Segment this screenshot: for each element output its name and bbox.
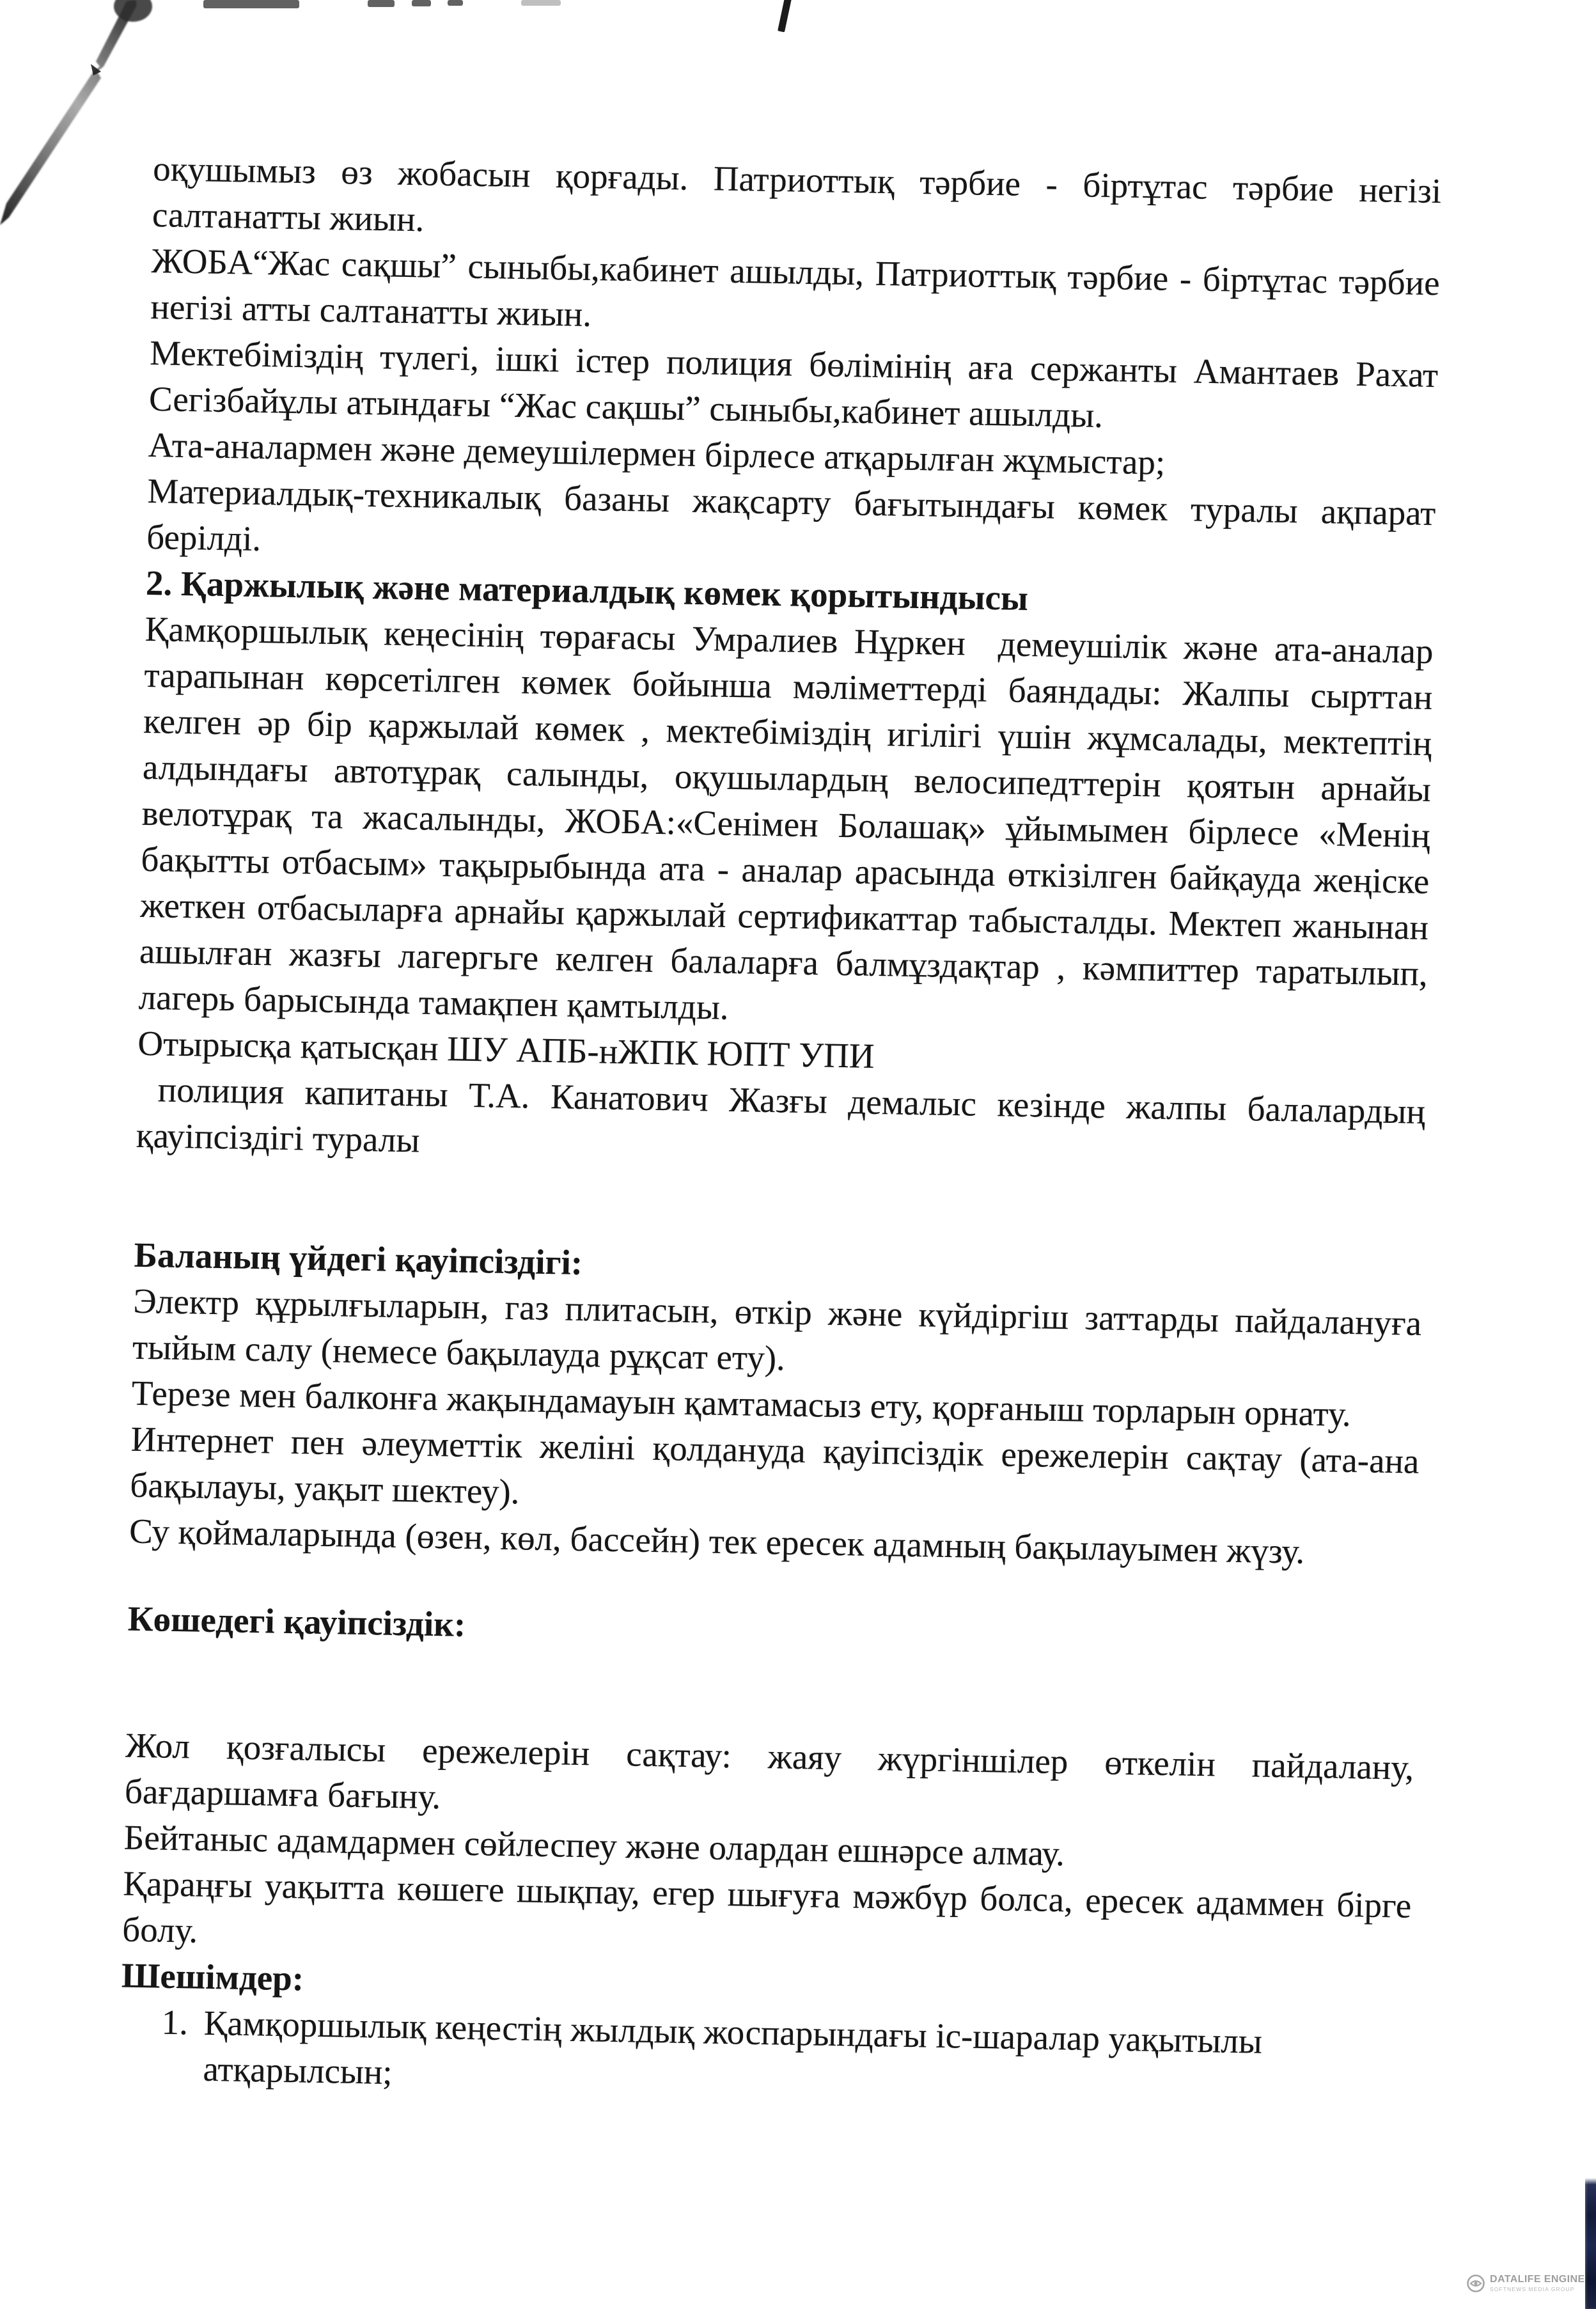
page-edge-strip bbox=[1585, 2178, 1596, 2309]
datalife-eye-icon bbox=[1466, 2274, 1485, 2293]
section-heading: Баланың үйдегі қауіпсіздігі: bbox=[134, 1235, 583, 1283]
section-heading: 2. Қаржылық және материалдық көмек қорытындысы bbox=[145, 563, 1029, 618]
paragraph: полиция капитаны Т.А. Канатович Жазғы демалыс кезінде жалпы балалардың қауіпсіздігі туралы bbox=[136, 1069, 1426, 1160]
datalife-engine-watermark bbox=[1466, 2274, 1585, 2293]
scan-smudge bbox=[203, 0, 299, 8]
paragraph: Терезе мен балконға жақындамауын қамтамасыз ету, қорғаныш торларын орнату. bbox=[131, 1373, 1352, 1434]
paragraph: ЖОБА“Жас сақшы” сыныбы,кабинет ашылды, Патриоттық тәрбие - біртұтас тәрбие негізі атты салтанатты жиын. bbox=[150, 240, 1441, 334]
list-text: Қамқоршылық кеңестің жылдық жоспарындағы іс-шаралар уақытылы атқарылсын; bbox=[202, 2003, 1263, 2092]
scan-smudge bbox=[448, 0, 463, 6]
list-number: 1. bbox=[161, 2002, 189, 2042]
paragraph: Ата-аналармен және демеушілермен бірлесе атқарылған жұмыстар; bbox=[148, 425, 1166, 482]
paragraph: Отырысқа қатысқан ШУ АПБ-нЖПК ЮПТ УПИ bbox=[137, 1023, 875, 1076]
section-heading: Шешімдер: bbox=[121, 1955, 304, 1998]
watermark-subtitle: SOFTNEWS MEDIA GROUP bbox=[1490, 2285, 1575, 2292]
paragraph: Интернет пен әлеуметтік желіні қолдануда қауіпсіздік ережелерін сақтау (ата-ана бақылауы, уақыт шектеу). bbox=[129, 1419, 1420, 1512]
paragraph: Электр құрылғыларын, газ плитасын, өткір және күйдіргіш заттарды пайдалануға тыйым салу (немесе бақылауда рұқсат ету). bbox=[132, 1281, 1422, 1378]
scan-smudge bbox=[521, 0, 561, 6]
paragraph: Материалдық-техникалық базаны жақсарту бағытындағы көмек туралы ақпарат берілді. bbox=[146, 471, 1436, 559]
watermark-brand: DATALIFE ENGINE bbox=[1490, 2274, 1585, 2285]
paragraph: Бейтаныс адамдармен сөйлеспеу және олардан ешнәрсе алмау. bbox=[123, 1817, 1065, 1874]
watermark-text bbox=[1490, 2274, 1585, 2292]
paragraph: Қамқоршылық кеңесінің төрағасы Умралиев Нұркен демеушілік және ата-аналар тарапынан көрсетілген көмек бойынша мәліметтерді баяндады: Жалпы сырттан келген әр бір қаржылай көмек , мектебіміздің игілігі үшін жұмсалады, мектептің алдындағы автотұрақ салынды, оқушылардың велосипедттерін қоятын арнайы велотұрақ та жасалынды, ЖОБА:«Сенімен Болашақ» ұйымымен бірлесе «Менің бақытты отбасым» тақырыбында ата - аналар арасында өткізілген байқауда жеңіске жеткен отбасыларға арнайы қаржылай сертификаттар табысталды. Мектеп жанынан ашылған жазғы лагергьге келген балаларға балмұздақтар , кәмпиттер таратылып, лагерь барысында тамақпен қамтылды. bbox=[138, 609, 1434, 1027]
paragraph: оқушымыз өз жобасын қорғады. Патриоттық тәрбие - біртұтас тәрбие негізі салтанатты жиын. bbox=[152, 148, 1442, 239]
paragraph: Су қоймаларында (өзен, көл, бассейн) тек ересек адамның бақылауымен жүзу. bbox=[129, 1511, 1305, 1571]
scan-smudge bbox=[368, 0, 395, 7]
paragraph: Қараңғы уақытта көшеге шықпау, егер шығуға мәжбүр болса, ересек адаммен бірге болу. bbox=[121, 1863, 1412, 1950]
section-heading: Көшедегі қауіпсіздік: bbox=[127, 1599, 466, 1644]
document-text bbox=[120, 146, 1442, 2113]
pen-tick-artifact bbox=[778, 0, 792, 33]
paragraph: Мектебіміздің түлегі, ішкі істер полиция бөлімінің аға сержанты Амантаев Рахат Сегізбайұлы атындағы “Жас сақшы” сыныбы,кабинет ашылды. bbox=[148, 333, 1439, 435]
paragraph: Жол қозғалысы ережелерін сақтау: жаяу жүргіншілер өткелін пайдалану, бағдаршамға бағыну. bbox=[124, 1725, 1414, 1817]
scan-smudge bbox=[412, 0, 431, 6]
